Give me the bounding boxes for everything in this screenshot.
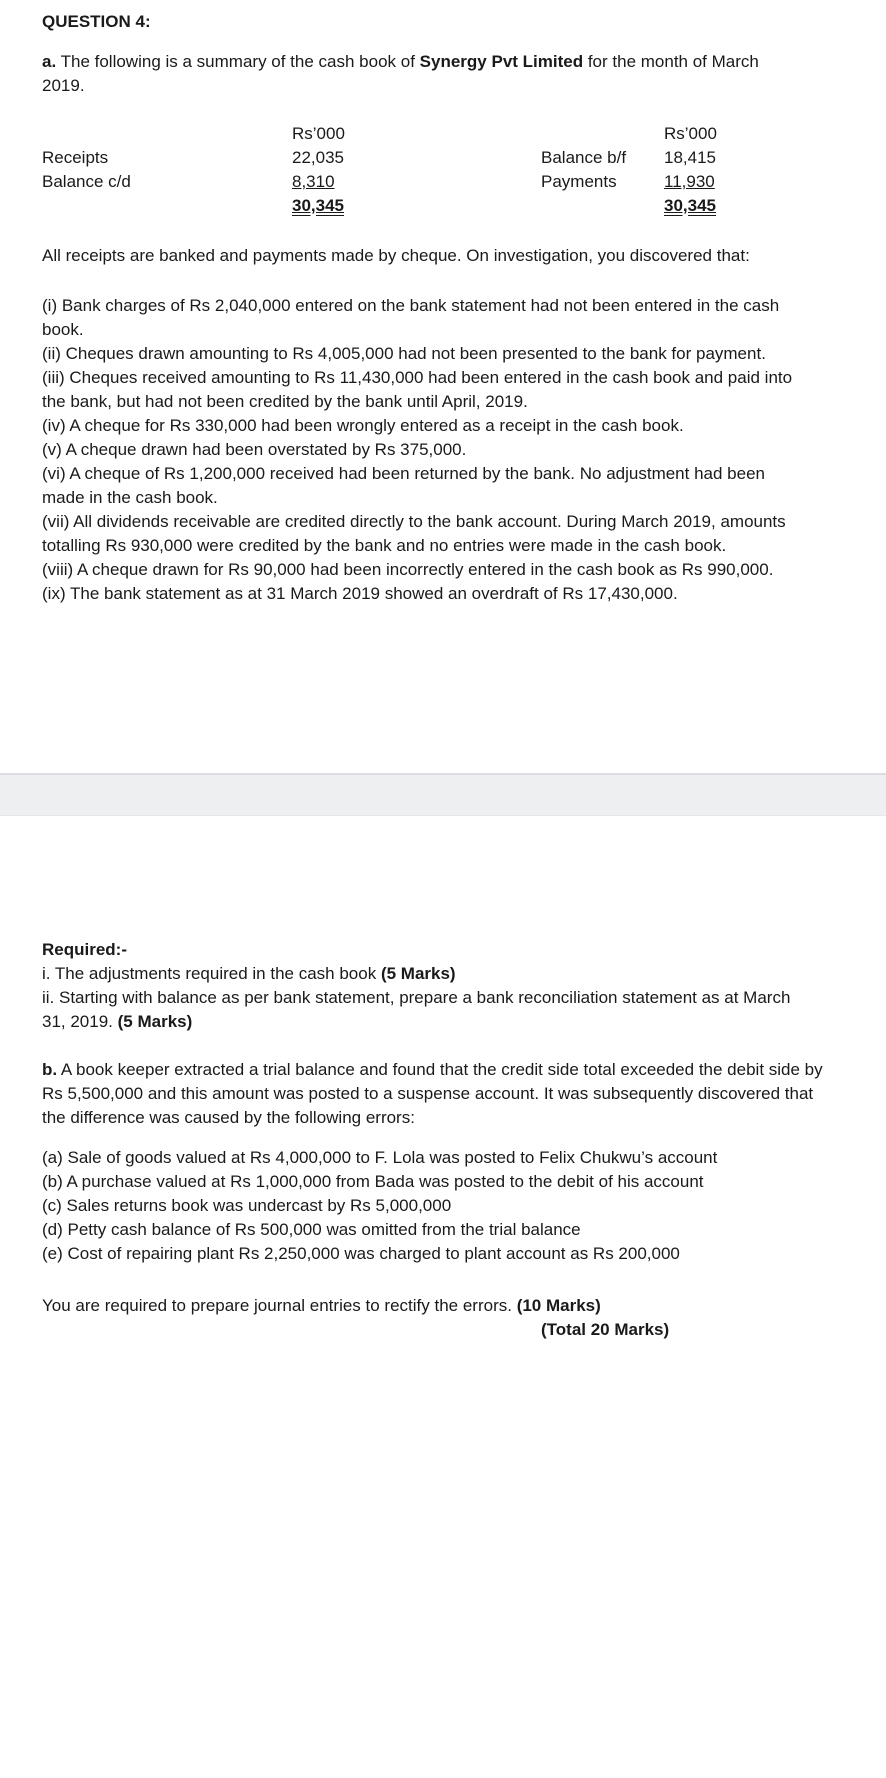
required-heading: Required:- <box>42 940 127 959</box>
left-amount-header: Rs’000 <box>292 124 345 143</box>
finding-line: (i) Bank charges of Rs 2,040,000 entered on the bank statement had not been entered in the cash <box>42 296 780 315</box>
finding-line: (ix) The bank statement as at 31 March 2019 showed an overdraft of Rs 17,430,000. <box>42 584 678 603</box>
part-a-intro: a. The following is a summary of the cash book of Synergy Pvt Limited for the month of March <box>42 52 759 71</box>
finding-line: (v) A cheque drawn had been overstated by Rs 375,000. <box>42 440 467 459</box>
part-a-label: a. <box>42 52 57 71</box>
page-break-divider <box>0 773 886 816</box>
question-title: QUESTION 4: <box>42 12 151 31</box>
error-item: (e) Cost of repairing plant Rs 2,250,000 was charged to plant account as Rs 200,000 <box>42 1244 680 1263</box>
right-total: 30,345 <box>664 196 716 215</box>
finding-line: made in the cash book. <box>42 488 218 507</box>
required-item: ii. Starting with balance as per bank statement, prepare a bank reconciliation statement as at March <box>42 988 791 1007</box>
error-item: (a) Sale of goods valued at Rs 4,000,000 to F. Lola was posted to Felix Chukwu’s account <box>42 1148 718 1167</box>
total-marks: (Total 20 Marks) <box>541 1320 670 1339</box>
finding-line: (iii) Cheques received amounting to Rs 11,430,000 had been entered in the cash book and paid into <box>42 368 793 387</box>
error-item: (c) Sales returns book was undercast by Rs 5,000,000 <box>42 1196 452 1215</box>
left-row-amount: 8,310 <box>292 172 335 191</box>
right-amount-header: Rs’000 <box>664 124 717 143</box>
company-name: Synergy Pvt Limited <box>419 52 584 71</box>
right-row-amount: 11,930 <box>664 172 715 191</box>
finding-line: the bank, but had not been credited by the bank until April, 2019. <box>42 392 528 411</box>
error-item: (d) Petty cash balance of Rs 500,000 was omitted from the trial balance <box>42 1220 581 1239</box>
right-row-label: Balance b/f <box>541 148 627 167</box>
finding-line: (vii) All dividends receivable are credited directly to the bank account. During March 2019, amounts <box>42 512 786 531</box>
right-row-label: Payments <box>541 172 617 191</box>
right-row-amount: 18,415 <box>664 148 716 167</box>
required-item: i. The adjustments required in the cash book (5 Marks) <box>42 964 456 983</box>
finding-line: (iv) A cheque for Rs 330,000 had been wrongly entered as a receipt in the cash book. <box>42 416 684 435</box>
part-b-intro: b. A book keeper extracted a trial balance and found that the credit side total exceeded the debit side by <box>42 1060 823 1079</box>
finding-line: book. <box>42 320 84 339</box>
left-total: 30,345 <box>292 196 344 215</box>
investigation-intro: All receipts are banked and payments made by cheque. On investigation, you discovered that: <box>42 246 750 265</box>
left-row-label: Receipts <box>42 148 109 167</box>
error-item: (b) A purchase valued at Rs 1,000,000 from Bada was posted to the debit of his account <box>42 1172 704 1191</box>
finding-line: totalling Rs 930,000 were credited by the bank and no entries were made in the cash book. <box>42 536 727 555</box>
part-b-intro-line: Rs 5,500,000 and this amount was posted to a suspense account. It was subsequently discovered that <box>42 1084 814 1103</box>
part-b-instruction: You are required to prepare journal entries to rectify the errors. (10 Marks) <box>42 1296 601 1315</box>
part-b-label: b. <box>42 1060 58 1079</box>
required-item-cont: 31, 2019. (5 Marks) <box>42 1012 193 1031</box>
finding-line: (vi) A cheque of Rs 1,200,000 received had been returned by the bank. No adjustment had been <box>42 464 765 483</box>
part-a-intro-line2: 2019. <box>42 76 85 95</box>
left-row-label: Balance c/d <box>42 172 131 191</box>
finding-line: (ii) Cheques drawn amounting to Rs 4,005,000 had not been presented to the bank for payment. <box>42 344 766 363</box>
finding-line: (viii) A cheque drawn for Rs 90,000 had been incorrectly entered in the cash book as Rs 990,000. <box>42 560 774 579</box>
left-row-amount: 22,035 <box>292 148 344 167</box>
part-b-intro-line: the difference was caused by the following errors: <box>42 1108 415 1127</box>
